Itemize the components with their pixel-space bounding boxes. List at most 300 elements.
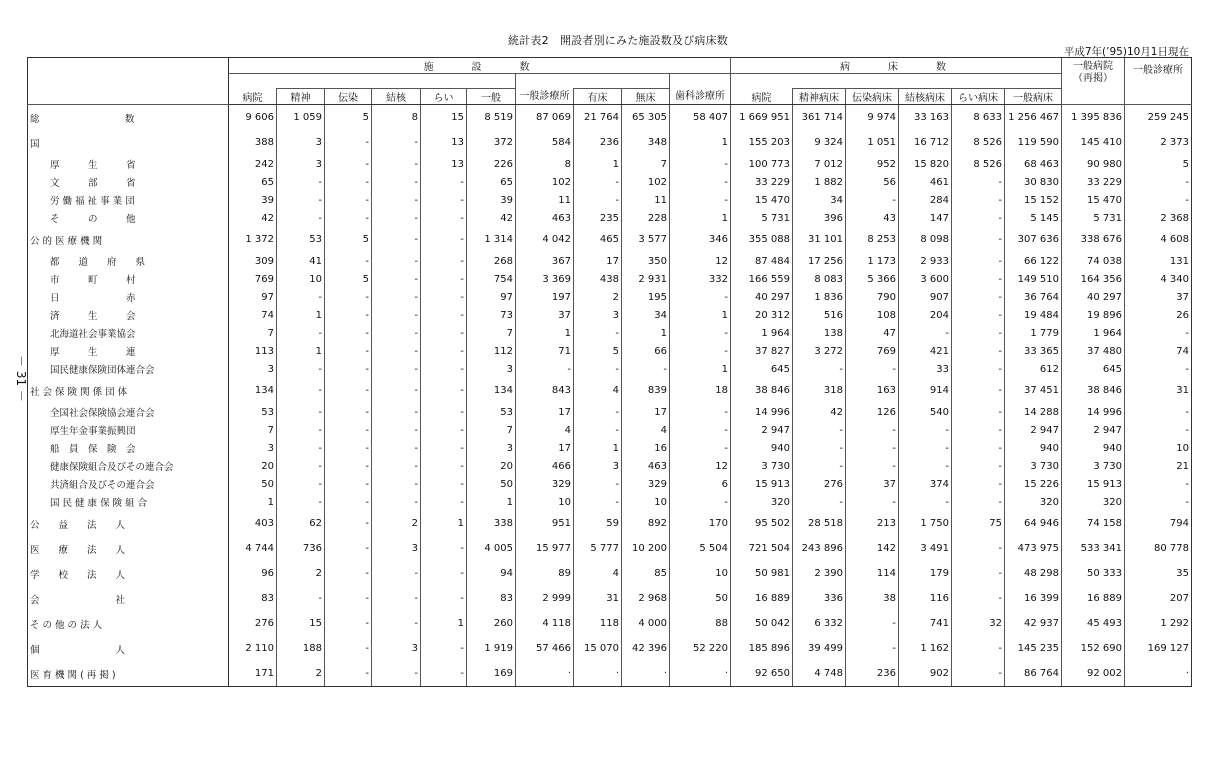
cell: 35 (1125, 561, 1192, 586)
cell: - (952, 173, 1005, 191)
cell: - (670, 439, 731, 457)
cell: 42 (793, 403, 846, 421)
cell: 3 369 (516, 270, 574, 288)
cell: 48 298 (1005, 561, 1062, 586)
cell: 169 127 (1125, 636, 1192, 661)
cell: - (277, 378, 325, 403)
table-row (28, 324, 1192, 342)
cell: 74 158 (1062, 511, 1125, 536)
cell: 1 779 (1005, 324, 1062, 342)
cell: - (670, 342, 731, 360)
cell: 41 (277, 252, 325, 270)
cell: 15 (421, 105, 467, 131)
cell: - (421, 191, 467, 209)
cell: 138 (793, 324, 846, 342)
cell: 1 173 (846, 252, 899, 270)
cell: 320 (731, 493, 793, 511)
cell: - (277, 173, 325, 191)
cell: - (1125, 191, 1192, 209)
cell: 736 (277, 536, 325, 561)
cell: 40 297 (731, 288, 793, 306)
cell: 21 764 (574, 105, 622, 131)
cell: 645 (731, 360, 793, 378)
cell: 9 324 (793, 130, 846, 155)
cell: 348 (622, 130, 670, 155)
cell: 5 (325, 227, 372, 252)
cell: 163 (846, 378, 899, 403)
cell: 50 (229, 475, 277, 493)
cell: 33 229 (731, 173, 793, 191)
cell: - (846, 457, 899, 475)
cell: 1 (670, 209, 731, 227)
cell: 116 (899, 586, 952, 611)
cell: - (574, 173, 622, 191)
row-label: 文 部 省 (28, 173, 229, 191)
cell: 1 (670, 130, 731, 155)
cell: 33 229 (1062, 173, 1125, 191)
col-header-0: 病院 (229, 89, 277, 105)
table-row (28, 511, 1192, 536)
row-label: そ の 他 (28, 209, 229, 227)
cell: - (325, 493, 372, 511)
cell: - (372, 130, 421, 155)
cell: 1 (421, 511, 467, 536)
cell: 612 (1005, 360, 1062, 378)
cell: - (277, 360, 325, 378)
cell: · (1125, 661, 1192, 687)
cell: 3 730 (731, 457, 793, 475)
cell: 5 (325, 270, 372, 288)
cell: 3 (277, 130, 325, 155)
cell: 1 (622, 324, 670, 342)
table-row (28, 611, 1192, 636)
cell: - (421, 561, 467, 586)
cell: - (372, 378, 421, 403)
cell: 4 000 (622, 611, 670, 636)
cell: - (421, 360, 467, 378)
cell: - (952, 403, 1005, 421)
cell: - (421, 306, 467, 324)
cell: 6 332 (793, 611, 846, 636)
cell: - (372, 439, 421, 457)
cell: 309 (229, 252, 277, 270)
cell: 42 (229, 209, 277, 227)
cell: - (421, 288, 467, 306)
cell: 42 (467, 209, 516, 227)
cell: 33 365 (1005, 342, 1062, 360)
cell: 540 (899, 403, 952, 421)
cell: 164 356 (1062, 270, 1125, 288)
cell: 10 (1125, 439, 1192, 457)
col-header-3: 結核 (372, 89, 421, 105)
cell: - (574, 191, 622, 209)
cell: 37 (846, 475, 899, 493)
cell: - (277, 324, 325, 342)
cell: 2 968 (622, 586, 670, 611)
cell: - (421, 421, 467, 439)
cell: 96 (229, 561, 277, 586)
cell: 236 (574, 130, 622, 155)
cell: - (325, 173, 372, 191)
cell: 940 (1062, 439, 1125, 457)
col-header-6: 一般診療所 (516, 74, 574, 105)
cell: - (372, 191, 421, 209)
table-row (28, 342, 1192, 360)
cell: - (846, 360, 899, 378)
cell: 16 (622, 439, 670, 457)
cell: 89 (516, 561, 574, 586)
cell: 1 669 951 (731, 105, 793, 131)
cell: - (421, 173, 467, 191)
cell: 914 (899, 378, 952, 403)
cell: - (1125, 173, 1192, 191)
cell: 952 (846, 155, 899, 173)
cell: 65 305 (622, 105, 670, 131)
cell: 7 (467, 324, 516, 342)
cell: 3 (372, 536, 421, 561)
cell: 940 (731, 439, 793, 457)
row-label: 船 員 保 険 会 (28, 439, 229, 457)
cell: 50 042 (731, 611, 793, 636)
table-row (28, 475, 1192, 493)
cell: - (372, 173, 421, 191)
cell: 108 (846, 306, 899, 324)
cell: - (372, 421, 421, 439)
cell: 40 297 (1062, 288, 1125, 306)
row-label: 公 的 医 療 機 関 (28, 227, 229, 252)
cell: - (325, 130, 372, 155)
cell: 1 051 (846, 130, 899, 155)
cell: - (372, 403, 421, 421)
cell: 58 407 (670, 105, 731, 131)
cell: - (277, 457, 325, 475)
cell: 8 253 (846, 227, 899, 252)
cell: 2 933 (899, 252, 952, 270)
cell: 461 (899, 173, 952, 191)
cell: 16 889 (1062, 586, 1125, 611)
cell: 207 (1125, 586, 1192, 611)
cell: - (277, 475, 325, 493)
cell: 47 (846, 324, 899, 342)
cell: - (421, 586, 467, 611)
cell: 1 836 (793, 288, 846, 306)
cell: 2 947 (1005, 421, 1062, 439)
cell: 5 504 (670, 536, 731, 561)
cell: 31 (574, 586, 622, 611)
cell: 66 (622, 342, 670, 360)
table-row (28, 360, 1192, 378)
cell: 34 (793, 191, 846, 209)
col-header-9: 歯科診療所 (670, 74, 731, 105)
table-row (28, 191, 1192, 209)
cell: 3 491 (899, 536, 952, 561)
cell: 26 (1125, 306, 1192, 324)
cell: 83 (229, 586, 277, 611)
row-label: 済 生 会 (28, 306, 229, 324)
cell: 1 372 (229, 227, 277, 252)
cell: 1 395 836 (1062, 105, 1125, 131)
cell: - (325, 191, 372, 209)
cell: 8 (372, 105, 421, 131)
cell: 584 (516, 130, 574, 155)
table-row (28, 173, 1192, 191)
cell: 1 (670, 306, 731, 324)
cell: - (793, 493, 846, 511)
cell: - (325, 288, 372, 306)
cell: 30 830 (1005, 173, 1062, 191)
col-header-7: 有床 (574, 89, 622, 105)
cell: 15 152 (1005, 191, 1062, 209)
cell: - (325, 586, 372, 611)
cell: 4 608 (1125, 227, 1192, 252)
cell: - (670, 288, 731, 306)
table-row (28, 457, 1192, 475)
cell: 320 (1005, 493, 1062, 511)
cell: - (1125, 475, 1192, 493)
cell: 473 975 (1005, 536, 1062, 561)
cell: - (952, 493, 1005, 511)
cell: 794 (1125, 511, 1192, 536)
cell: 8 083 (793, 270, 846, 288)
cell: - (277, 493, 325, 511)
cell: 4 118 (516, 611, 574, 636)
cell: - (952, 636, 1005, 661)
table-body (28, 105, 1192, 687)
cell: 50 333 (1062, 561, 1125, 586)
cell: - (952, 209, 1005, 227)
table-row (28, 105, 1192, 131)
cell: - (622, 360, 670, 378)
cell: 228 (622, 209, 670, 227)
cell: - (372, 155, 421, 173)
cell: 152 690 (1062, 636, 1125, 661)
cell: 38 846 (1062, 378, 1125, 403)
cell: - (846, 493, 899, 511)
cell: 268 (467, 252, 516, 270)
cell: - (574, 360, 622, 378)
row-label: 厚 生 省 (28, 155, 229, 173)
table-row (28, 252, 1192, 270)
cell: 118 (574, 611, 622, 636)
cell: 259 245 (1125, 105, 1192, 131)
col-header-8: 無床 (622, 89, 670, 105)
cell: 4 (574, 561, 622, 586)
cell: 197 (516, 288, 574, 306)
cell: 1 882 (793, 173, 846, 191)
cell: 170 (670, 511, 731, 536)
cell: - (1125, 324, 1192, 342)
cell: 7 (622, 155, 670, 173)
cell: - (1125, 360, 1192, 378)
cell: 16 399 (1005, 586, 1062, 611)
cell: - (421, 636, 467, 661)
cell: - (952, 252, 1005, 270)
table-row (28, 378, 1192, 403)
cell: 3 (574, 306, 622, 324)
table-row (28, 288, 1192, 306)
cell: 8 098 (899, 227, 952, 252)
cell: 533 341 (1062, 536, 1125, 561)
cell: - (670, 403, 731, 421)
cell: 8 526 (952, 130, 1005, 155)
cell: - (325, 611, 372, 636)
cell: 1 059 (277, 105, 325, 131)
cell: - (277, 403, 325, 421)
cell: - (793, 457, 846, 475)
cell: - (793, 421, 846, 439)
cell: 50 (670, 586, 731, 611)
cell: 28 518 (793, 511, 846, 536)
cell: - (325, 155, 372, 173)
cell: 1 964 (1062, 324, 1125, 342)
cell: - (372, 270, 421, 288)
cell: 1 314 (467, 227, 516, 252)
cell: 12 (670, 457, 731, 475)
cell: - (421, 270, 467, 288)
cell: 87 484 (731, 252, 793, 270)
cell: - (421, 439, 467, 457)
cell: - (372, 611, 421, 636)
cell: - (952, 475, 1005, 493)
cell: - (325, 324, 372, 342)
cell: - (421, 475, 467, 493)
row-label-header (28, 58, 229, 105)
row-label: 日 赤 (28, 288, 229, 306)
table-title: 統計表2 開設者別にみた施設数及び病床数 (508, 34, 728, 47)
cell: · (622, 661, 670, 687)
cell: 59 (574, 511, 622, 536)
cell: 7 (229, 324, 277, 342)
cell: 15 913 (731, 475, 793, 493)
cell: 45 493 (1062, 611, 1125, 636)
cell: - (421, 342, 467, 360)
cell: 83 (467, 586, 516, 611)
row-label: 共済組合及びその連合会 (28, 475, 229, 493)
cell: 5 145 (1005, 209, 1062, 227)
cell: 145 410 (1062, 130, 1125, 155)
cell: · (516, 661, 574, 687)
cell: 8 519 (467, 105, 516, 131)
cell: 332 (670, 270, 731, 288)
cell: - (421, 493, 467, 511)
col-header-16: 一般病院（再掲） (1062, 58, 1125, 105)
cell: 3 (574, 457, 622, 475)
cell: 2 (277, 661, 325, 687)
cell: - (325, 378, 372, 403)
cell: 843 (516, 378, 574, 403)
cell: 94 (467, 561, 516, 586)
cell: - (952, 421, 1005, 439)
cell: 361 714 (793, 105, 846, 131)
cell: 3 (372, 636, 421, 661)
cell: - (574, 403, 622, 421)
cell: - (421, 457, 467, 475)
cell: 13 (421, 155, 467, 173)
cell: 4 748 (793, 661, 846, 687)
cell: 3 730 (1062, 457, 1125, 475)
cell: 3 (467, 360, 516, 378)
col-header-5: 一般 (467, 89, 516, 105)
cell: 53 (229, 403, 277, 421)
cell: 951 (516, 511, 574, 536)
cell: - (846, 421, 899, 439)
cell: - (277, 439, 325, 457)
cell: 226 (467, 155, 516, 173)
cell: 4 005 (467, 536, 516, 561)
cell: 68 463 (1005, 155, 1062, 173)
row-label: 厚生年金事業振興団 (28, 421, 229, 439)
cell: - (899, 324, 952, 342)
cell: 37 827 (731, 342, 793, 360)
cell: 33 163 (899, 105, 952, 131)
cell: 403 (229, 511, 277, 536)
cell: 56 (846, 173, 899, 191)
cell: - (372, 324, 421, 342)
cell: - (421, 324, 467, 342)
cell: - (574, 421, 622, 439)
table-row (28, 586, 1192, 611)
col-header-12: 伝染病床 (846, 89, 899, 105)
cell: 372 (467, 130, 516, 155)
cell: 33 (899, 360, 952, 378)
cell: - (1125, 403, 1192, 421)
cell: - (952, 457, 1005, 475)
cell: 66 122 (1005, 252, 1062, 270)
cell: 907 (899, 288, 952, 306)
cell: - (846, 636, 899, 661)
cell: 8 (516, 155, 574, 173)
cell: - (372, 209, 421, 227)
cell: - (846, 191, 899, 209)
cell: 235 (574, 209, 622, 227)
cell: 31 101 (793, 227, 846, 252)
cell: 3 (467, 439, 516, 457)
cell: - (325, 511, 372, 536)
col-header-2: 伝染 (325, 89, 372, 105)
cell: 11 (516, 191, 574, 209)
cell: 179 (899, 561, 952, 586)
row-label: 厚 生 連 (28, 342, 229, 360)
cell: 17 (516, 403, 574, 421)
cell: - (952, 324, 1005, 342)
cell: 1 162 (899, 636, 952, 661)
cell: 37 (1125, 288, 1192, 306)
cell: 20 312 (731, 306, 793, 324)
page-number: － 31 － (14, 355, 28, 402)
cell: 355 088 (731, 227, 793, 252)
cell: 97 (229, 288, 277, 306)
cell: 346 (670, 227, 731, 252)
cell: - (421, 403, 467, 421)
cell: - (421, 209, 467, 227)
cell: 19 896 (1062, 306, 1125, 324)
cell: 15 820 (899, 155, 952, 173)
table-row (28, 227, 1192, 252)
row-label: そ の 他 の 法 人 (28, 611, 229, 636)
cell: - (325, 306, 372, 324)
col-header-17: 一般診療所 (1125, 58, 1192, 105)
table-row (28, 536, 1192, 561)
cell: 320 (1062, 493, 1125, 511)
table-row (28, 130, 1192, 155)
cell: 14 996 (731, 403, 793, 421)
row-label: 国 民 健 康 保 険 組 合 (28, 493, 229, 511)
cell: 4 (622, 421, 670, 439)
cell: 374 (899, 475, 952, 493)
cell: 421 (899, 342, 952, 360)
cell: 2 110 (229, 636, 277, 661)
cell: 16 889 (731, 586, 793, 611)
